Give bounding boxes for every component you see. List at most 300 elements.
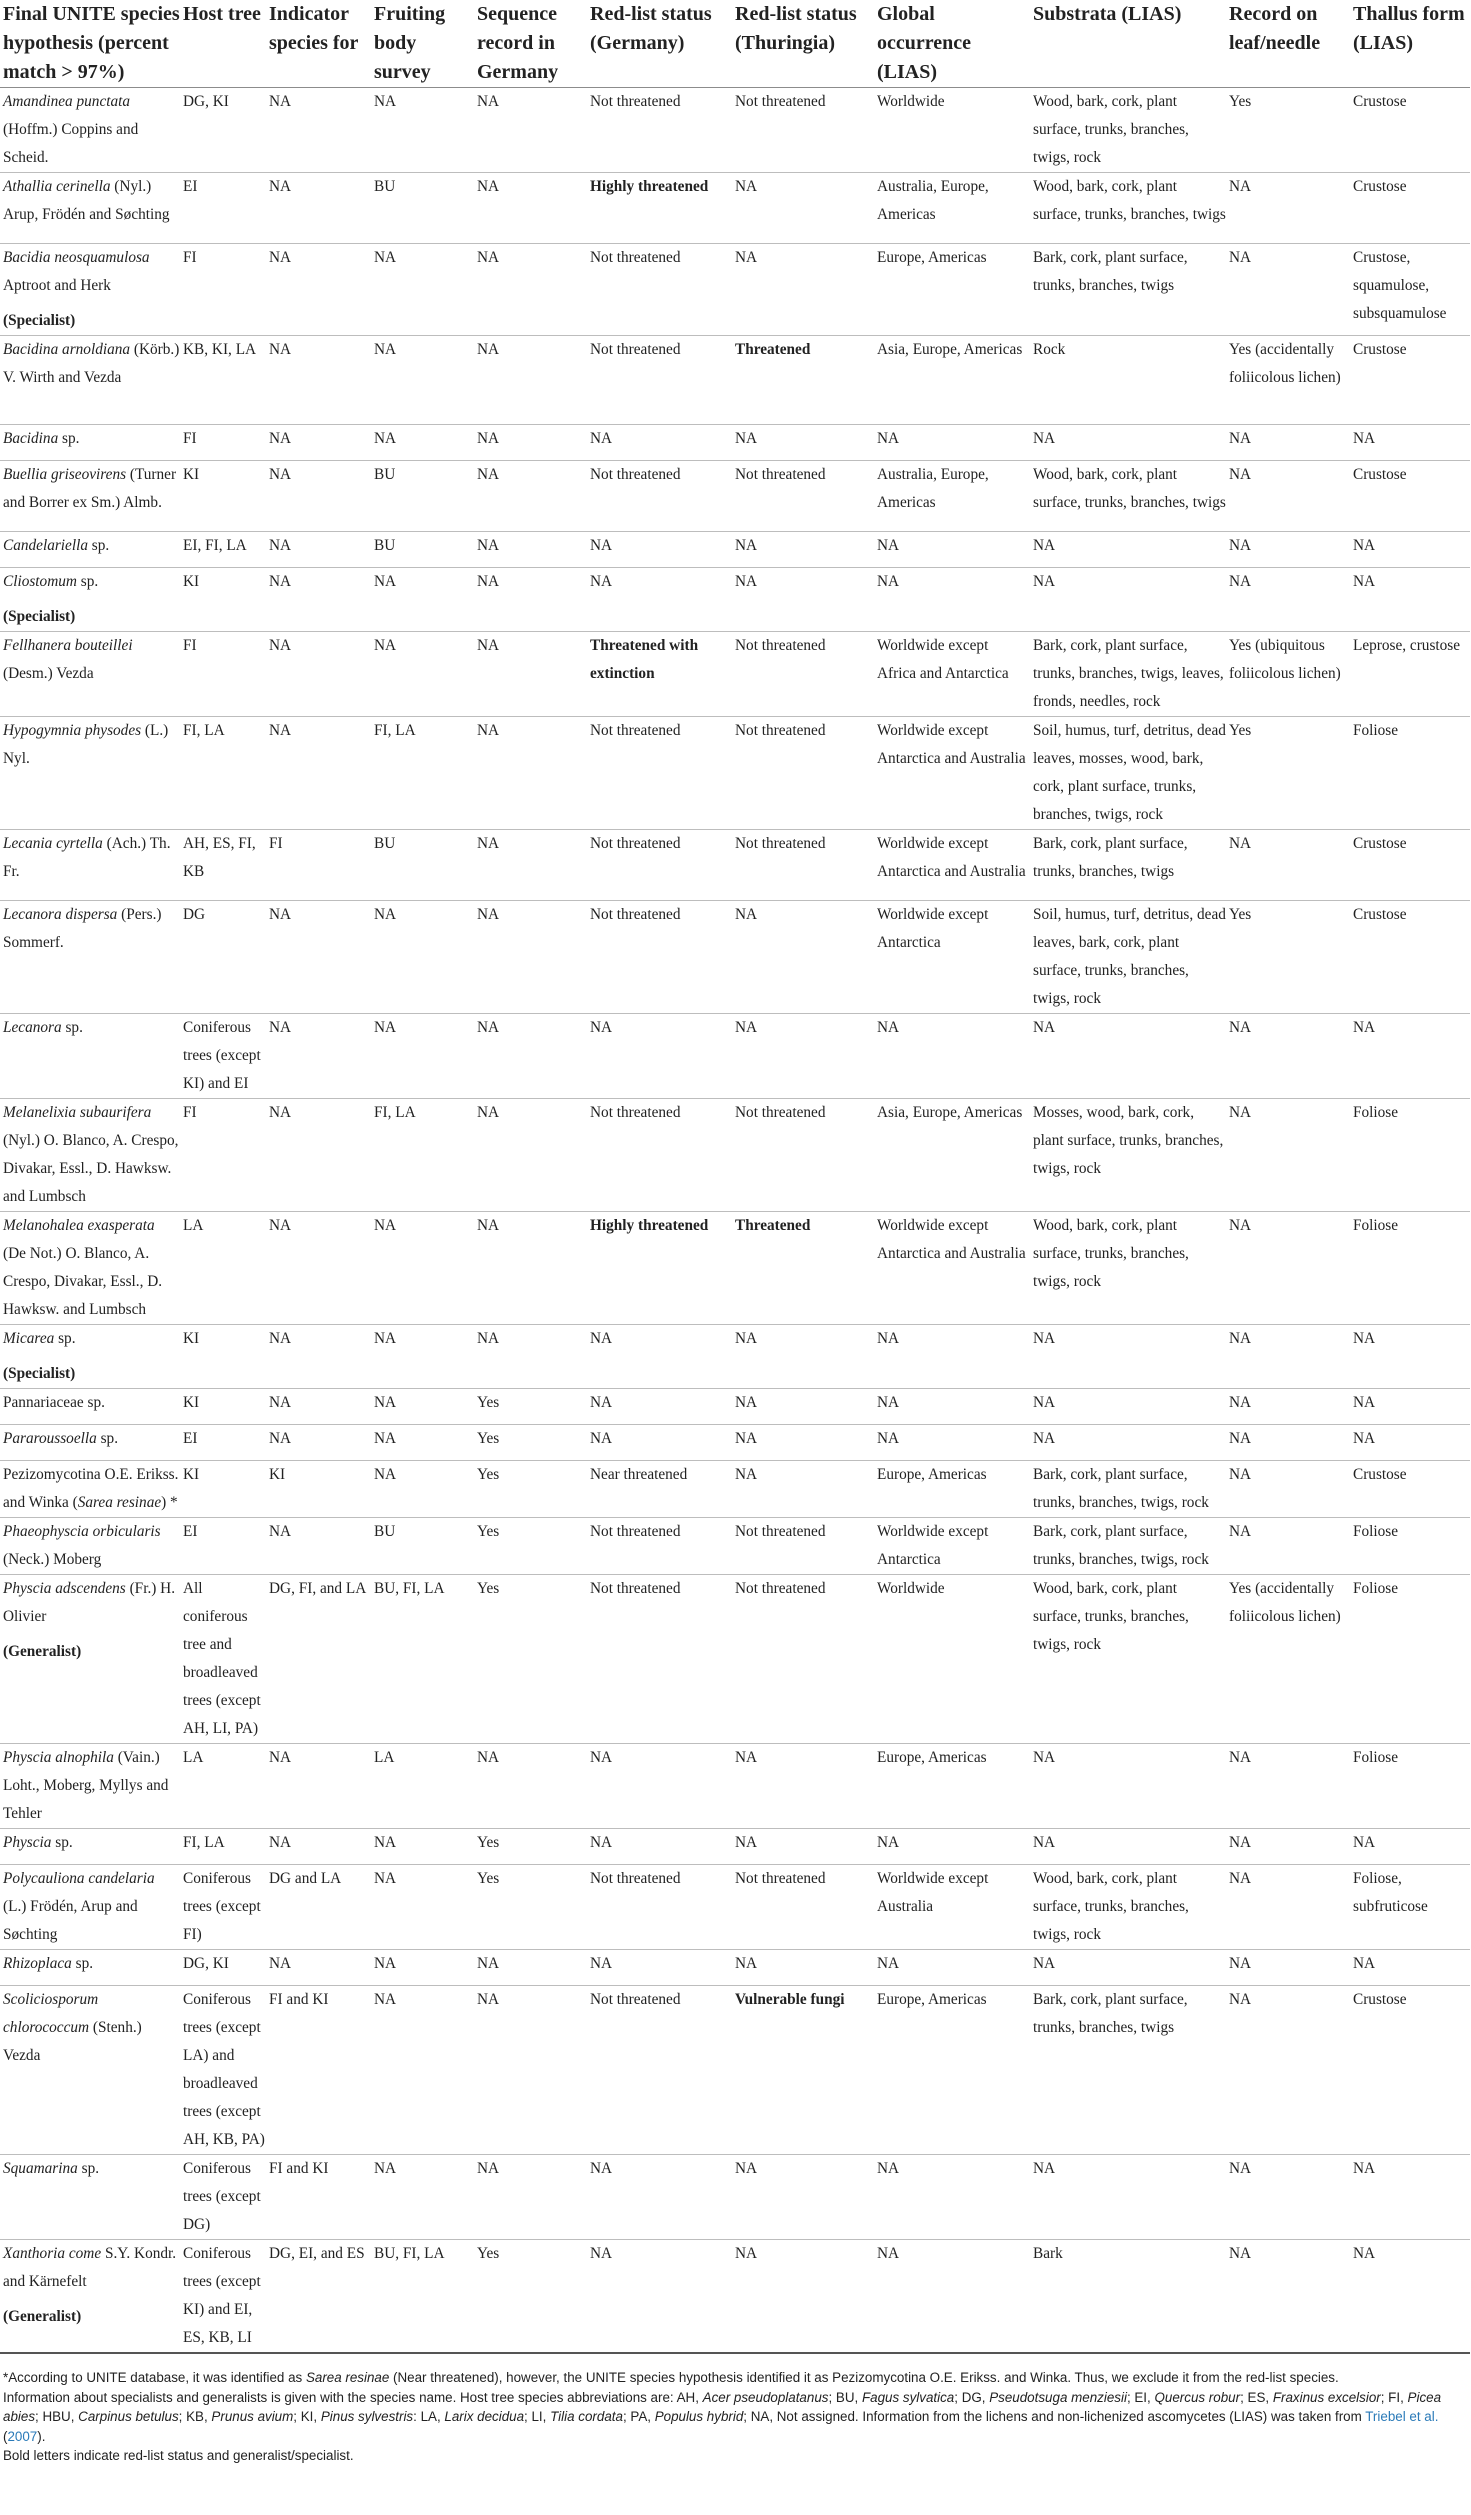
- cell-indicator: NA: [266, 88, 371, 173]
- cell-record: NA: [1226, 1986, 1350, 2155]
- cell-redlist-thuringia: NA: [732, 1744, 874, 1829]
- cell-indicator: NA: [266, 461, 371, 532]
- cell-species: [0, 1389, 180, 1425]
- cell-thallus: NA: [1350, 568, 1470, 632]
- cell-species: [0, 1425, 180, 1461]
- tree-species-name: Tilia cordata: [550, 2409, 623, 2424]
- cell-host-tree: KI: [180, 568, 266, 632]
- cell-record: NA: [1226, 1829, 1350, 1865]
- cell-redlist-germany: Not threatened: [587, 830, 732, 901]
- cell-fruiting: NA: [371, 568, 474, 632]
- tree-species-name: Picea abies: [3, 2389, 1442, 2424]
- cell-sequence: NA: [474, 532, 587, 568]
- cell-host-tree: FI: [180, 1099, 266, 1212]
- cell-species: [0, 830, 180, 901]
- cell-substrata: NA: [1030, 1425, 1226, 1461]
- cell-sequence: Yes: [474, 1461, 587, 1518]
- cell-indicator: NA: [266, 1014, 371, 1099]
- species-authority: sp.: [96, 1430, 119, 1447]
- cell-redlist-germany: Near threatened: [587, 1461, 732, 1518]
- cell-record: NA: [1226, 2155, 1350, 2240]
- cell-global: Europe, Americas: [874, 1461, 1030, 1518]
- cell-thallus: NA: [1350, 1425, 1470, 1461]
- species-authority: (De Not.) O. Blanco, A. Crespo, Divakar, Essl., D. Hawksw. and Lumbsch: [3, 1245, 163, 1318]
- species-name: Bacidia neosquamulosa: [3, 249, 150, 266]
- species-authority: sp.: [71, 1955, 94, 1972]
- cell-record: NA: [1226, 1744, 1350, 1829]
- cell-global: Worldwide except Antarctica and Australia: [874, 1212, 1030, 1325]
- species-authority: sp.: [61, 1019, 83, 1036]
- cell-global: NA: [874, 532, 1030, 568]
- cell-host-tree: Coniferous trees (except FI): [180, 1865, 266, 1950]
- cell-host-tree: Coniferous trees (except DG): [180, 2155, 266, 2240]
- col-header-host-tree: Host tree: [180, 0, 266, 88]
- cell-substrata: NA: [1030, 532, 1226, 568]
- cell-host-tree: KI: [180, 461, 266, 532]
- table-row: [0, 88, 1470, 173]
- cell-fruiting: NA: [371, 901, 474, 1014]
- cell-redlist-thuringia: Not threatened: [732, 1575, 874, 1744]
- cell-global: Worldwide except Antarctica: [874, 901, 1030, 1014]
- cell-redlist-thuringia: NA: [732, 173, 874, 244]
- cell-fruiting: FI, LA: [371, 717, 474, 830]
- cell-sequence: Yes: [474, 2240, 587, 2354]
- cell-fruiting: BU: [371, 532, 474, 568]
- species-name: Melanohalea exasperata: [3, 1217, 155, 1234]
- cell-record: NA: [1226, 173, 1350, 244]
- cell-substrata: NA: [1030, 1744, 1226, 1829]
- table-row: [0, 1986, 1470, 2155]
- cell-record: Yes (accidentally foliicolous lichen): [1226, 336, 1350, 425]
- cell-indicator: NA: [266, 1212, 371, 1325]
- cell-redlist-thuringia: NA: [732, 1389, 874, 1425]
- table-row: [0, 1425, 1470, 1461]
- cell-sequence: NA: [474, 568, 587, 632]
- cell-substrata: NA: [1030, 1014, 1226, 1099]
- citation-paren: (: [3, 2428, 8, 2444]
- cell-species: [0, 1986, 180, 2155]
- cell-species: [0, 173, 180, 244]
- abbreviation-separator: ; KB,: [178, 2409, 212, 2424]
- cell-substrata: Wood, bark, cork, plant surface, trunks, branches, twigs: [1030, 173, 1226, 244]
- cell-species: [0, 901, 180, 1014]
- cell-species: [0, 717, 180, 830]
- cell-host-tree: FI: [180, 244, 266, 336]
- cell-record: NA: [1226, 2240, 1350, 2354]
- abbreviation-separator: ; HBU,: [35, 2409, 79, 2424]
- cell-thallus: NA: [1350, 1950, 1470, 1986]
- cell-indicator: NA: [266, 1325, 371, 1389]
- cell-global: NA: [874, 568, 1030, 632]
- table-row: [0, 1099, 1470, 1212]
- species-authority: S.Y. Kondr. and Kärnefelt: [3, 2245, 177, 2290]
- cell-global: Worldwide except Antarctica: [874, 1518, 1030, 1575]
- cell-indicator: NA: [266, 1518, 371, 1575]
- species-name: Xanthoria come: [3, 2245, 102, 2262]
- table-row: [0, 830, 1470, 901]
- tree-species-name: Larix decidua: [444, 2409, 525, 2424]
- col-header-indicator: Indicator species for: [266, 0, 371, 88]
- cell-thallus: Foliose: [1350, 1744, 1470, 1829]
- table-row: [0, 2155, 1470, 2240]
- cell-redlist-thuringia: NA: [732, 532, 874, 568]
- footnote-2: [3, 2388, 1465, 2447]
- cell-record: NA: [1226, 830, 1350, 901]
- cell-species: [0, 336, 180, 425]
- cell-redlist-thuringia: NA: [732, 1014, 874, 1099]
- species-name: Lecania cyrtella: [3, 835, 103, 852]
- cell-record: NA: [1226, 1461, 1350, 1518]
- cell-host-tree: EI: [180, 173, 266, 244]
- cell-indicator: NA: [266, 1425, 371, 1461]
- cell-indicator: KI: [266, 1461, 371, 1518]
- citation-year-link[interactable]: 2007: [7, 2428, 38, 2444]
- abbreviation-separator: ; EI,: [1126, 2389, 1155, 2405]
- cell-indicator: FI: [266, 830, 371, 901]
- table-row: [0, 901, 1470, 1014]
- cell-redlist-thuringia: NA: [732, 901, 874, 1014]
- table-row: [0, 532, 1470, 568]
- cell-redlist-thuringia: Not threatened: [732, 1518, 874, 1575]
- cell-thallus: NA: [1350, 1829, 1470, 1865]
- species-authority: (Ach.) Th. Fr.: [3, 835, 171, 880]
- species-name: Lecanora: [3, 1019, 62, 1036]
- col-header-thallus: Thallus form (LIAS): [1350, 0, 1470, 88]
- footnote-2-text: Information about specialists and generalists is given with the species name. Host tree species abbreviations are: AH,: [3, 2389, 703, 2405]
- cell-indicator: NA: [266, 1099, 371, 1212]
- table-row: [0, 1950, 1470, 1986]
- cell-indicator: DG and LA: [266, 1865, 371, 1950]
- cell-global: NA: [874, 425, 1030, 461]
- species-name: Rhizoplaca: [3, 1955, 72, 1972]
- cell-redlist-germany: NA: [587, 425, 732, 461]
- species-authority: sp.: [76, 573, 99, 590]
- cell-redlist-germany: NA: [587, 1389, 732, 1425]
- cell-redlist-germany: Not threatened: [587, 1575, 732, 1744]
- cell-species: [0, 632, 180, 717]
- table-row: [0, 244, 1470, 336]
- cell-indicator: NA: [266, 336, 371, 425]
- cell-host-tree: AH, ES, FI, KB: [180, 830, 266, 901]
- tree-species-name: Fagus sylvatica: [861, 2389, 955, 2405]
- cell-species: [0, 1744, 180, 1829]
- cell-redlist-thuringia: NA: [732, 1325, 874, 1389]
- cell-fruiting: FI, LA: [371, 1099, 474, 1212]
- cell-fruiting: NA: [371, 1865, 474, 1950]
- cell-sequence: Yes: [474, 1865, 587, 1950]
- species-authority: (Nyl.) Arup, Frödén and Søchting: [3, 178, 170, 223]
- cell-redlist-thuringia: NA: [732, 2240, 874, 2354]
- cell-sequence: NA: [474, 901, 587, 1014]
- cell-global: NA: [874, 1389, 1030, 1425]
- species-name: Physcia alnophila: [3, 1749, 114, 1766]
- cell-global: Worldwide except Antarctica and Australia: [874, 717, 1030, 830]
- species-authority: (Stenh.) Vezda: [3, 2019, 142, 2064]
- cell-record: NA: [1226, 568, 1350, 632]
- species-name: Athallia cerinella: [3, 178, 111, 195]
- cell-redlist-thuringia: Not threatened: [732, 830, 874, 901]
- cell-sequence: NA: [474, 461, 587, 532]
- species-authority: (Körb.) V. Wirth and Vezda: [3, 341, 180, 386]
- cell-redlist-thuringia: Not threatened: [732, 717, 874, 830]
- cell-host-tree: FI: [180, 425, 266, 461]
- cell-redlist-thuringia: Not threatened: [732, 88, 874, 173]
- cell-record: NA: [1226, 425, 1350, 461]
- cell-sequence: NA: [474, 244, 587, 336]
- cell-substrata: Bark, cork, plant surface, trunks, branches, twigs, rock: [1030, 1518, 1226, 1575]
- cell-indicator: FI and KI: [266, 2155, 371, 2240]
- table-row: [0, 336, 1470, 425]
- table-row: [0, 2240, 1470, 2354]
- guild-label: (Generalist): [3, 2308, 82, 2325]
- cell-substrata: NA: [1030, 425, 1226, 461]
- guild-label: (Specialist): [3, 312, 76, 329]
- abbreviation-separator: ; ES,: [1240, 2389, 1273, 2405]
- cell-fruiting: NA: [371, 2155, 474, 2240]
- cell-global: NA: [874, 2240, 1030, 2354]
- guild-label: (Specialist): [3, 1365, 76, 1382]
- cell-record: NA: [1226, 532, 1350, 568]
- cell-indicator: FI and KI: [266, 1986, 371, 2155]
- cell-global: Worldwide: [874, 1575, 1030, 1744]
- cell-substrata: Soil, humus, turf, detritus, dead leaves, mosses, wood, bark, cork, plant surface, trunks, branches, twigs, rock: [1030, 717, 1226, 830]
- col-header-global: Global occurrence (LIAS): [874, 0, 1030, 88]
- cell-sequence: NA: [474, 632, 587, 717]
- cell-indicator: NA: [266, 717, 371, 830]
- table-row: [0, 632, 1470, 717]
- species-name: Physcia adscendens: [3, 1580, 126, 1597]
- cell-global: Worldwide except Africa and Antarctica: [874, 632, 1030, 717]
- cell-species: [0, 1099, 180, 1212]
- cell-redlist-thuringia: Not threatened: [732, 461, 874, 532]
- species-name-alt: Sarea resinae: [77, 1494, 162, 1511]
- cell-redlist-germany: Not threatened: [587, 901, 732, 1014]
- abbreviation-separator: ; LI,: [524, 2409, 551, 2424]
- col-header-sequence: Sequence record in Germany: [474, 0, 587, 88]
- cell-indicator: NA: [266, 1744, 371, 1829]
- cell-host-tree: All coniferous tree and broadleaved trees (except AH, LI, PA): [180, 1575, 266, 1744]
- cell-species: [0, 1829, 180, 1865]
- cell-global: NA: [874, 1829, 1030, 1865]
- cell-global: Asia, Europe, Americas: [874, 336, 1030, 425]
- cell-host-tree: FI, LA: [180, 717, 266, 830]
- cell-record: NA: [1226, 1425, 1350, 1461]
- cell-host-tree: FI: [180, 632, 266, 717]
- table-row: [0, 1014, 1470, 1099]
- cell-thallus: Foliose: [1350, 1212, 1470, 1325]
- cell-host-tree: Coniferous trees (except KI) and EI, ES, KB, LI: [180, 2240, 266, 2354]
- cell-species: [0, 1325, 180, 1389]
- cell-host-tree: Coniferous trees (except KI) and EI: [180, 1014, 266, 1099]
- cell-global: NA: [874, 1014, 1030, 1099]
- cell-indicator: NA: [266, 173, 371, 244]
- cell-redlist-germany: Threatened with extinction: [587, 632, 732, 717]
- cell-redlist-germany: NA: [587, 2155, 732, 2240]
- footnote-1-text: *According to UNITE database, it was identified as: [3, 2370, 306, 2385]
- cell-indicator: NA: [266, 532, 371, 568]
- cell-redlist-germany: NA: [587, 532, 732, 568]
- cell-redlist-germany: Not threatened: [587, 336, 732, 425]
- cell-substrata: Rock: [1030, 336, 1226, 425]
- cell-redlist-germany: Not threatened: [587, 1986, 732, 2155]
- cell-substrata: Bark, cork, plant surface, trunks, branches, twigs, leaves, fronds, needles, rock: [1030, 632, 1226, 717]
- tree-species-name: Prunus avium: [211, 2409, 294, 2424]
- species-name: Bacidina: [3, 430, 59, 447]
- tree-species-name: Fraxinus excelsior: [1272, 2389, 1381, 2405]
- cell-sequence: NA: [474, 88, 587, 173]
- cell-host-tree: EI: [180, 1425, 266, 1461]
- cell-global: NA: [874, 1950, 1030, 1986]
- cell-redlist-thuringia: Not threatened: [732, 632, 874, 717]
- cell-redlist-germany: NA: [587, 1425, 732, 1461]
- cell-redlist-thuringia: NA: [732, 244, 874, 336]
- col-header-fruiting: Fruiting body survey: [371, 0, 474, 88]
- table-row: [0, 1575, 1470, 1744]
- cell-substrata: Bark, cork, plant surface, trunks, branches, twigs: [1030, 830, 1226, 901]
- cell-thallus: Leprose, crustose: [1350, 632, 1470, 717]
- species-name: Cliostomum: [3, 573, 77, 590]
- cell-substrata: NA: [1030, 1829, 1226, 1865]
- cell-redlist-thuringia: NA: [732, 1950, 874, 1986]
- cell-global: Australia, Europe, Americas: [874, 461, 1030, 532]
- cell-redlist-thuringia: NA: [732, 1461, 874, 1518]
- footnote-3: Bold letters indicate red-list status and generalist/specialist.: [3, 2448, 354, 2463]
- cell-sequence: NA: [474, 1014, 587, 1099]
- table-row: [0, 1744, 1470, 1829]
- cell-record: NA: [1226, 461, 1350, 532]
- cell-indicator: NA: [266, 425, 371, 461]
- table-row: [0, 425, 1470, 461]
- cell-indicator: DG, FI, and LA: [266, 1575, 371, 1744]
- cell-thallus: Crustose: [1350, 901, 1470, 1014]
- cell-host-tree: LA: [180, 1744, 266, 1829]
- cell-fruiting: NA: [371, 425, 474, 461]
- cell-species: [0, 532, 180, 568]
- cell-sequence: NA: [474, 425, 587, 461]
- cell-substrata: Bark, cork, plant surface, trunks, branches, twigs: [1030, 1986, 1226, 2155]
- table-row: [0, 1461, 1470, 1518]
- cell-record: NA: [1226, 1014, 1350, 1099]
- cell-thallus: NA: [1350, 1389, 1470, 1425]
- header-row: [0, 0, 1470, 88]
- cell-thallus: Foliose, subfruticose: [1350, 1865, 1470, 1950]
- cell-global: Worldwide: [874, 88, 1030, 173]
- cell-fruiting: BU: [371, 830, 474, 901]
- cell-thallus: NA: [1350, 1014, 1470, 1099]
- abbreviation-separator: ; NA, Not assigned. Information from the lichens and non-lichenized ascomycetes (LIAS) was taken from: [743, 2409, 1366, 2424]
- cell-redlist-thuringia: Not threatened: [732, 1865, 874, 1950]
- cell-indicator: NA: [266, 244, 371, 336]
- abbreviation-separator: ; KI,: [293, 2409, 321, 2424]
- cell-fruiting: NA: [371, 88, 474, 173]
- species-authority: Pannariaceae sp.: [3, 1394, 105, 1411]
- species-authority-end: ) *: [161, 1494, 178, 1511]
- cell-species: [0, 568, 180, 632]
- abbreviation-separator: ; FI,: [1380, 2389, 1408, 2405]
- cell-redlist-thuringia: NA: [732, 568, 874, 632]
- cell-thallus: Foliose: [1350, 717, 1470, 830]
- cell-thallus: Crustose: [1350, 336, 1470, 425]
- cell-sequence: NA: [474, 1744, 587, 1829]
- cell-sequence: NA: [474, 717, 587, 830]
- cell-thallus: Foliose: [1350, 1099, 1470, 1212]
- cell-record: NA: [1226, 1865, 1350, 1950]
- table-row: [0, 1325, 1470, 1389]
- tree-species-name: Acer pseudoplatanus: [702, 2389, 829, 2405]
- cell-redlist-thuringia: NA: [732, 1425, 874, 1461]
- cell-record: Yes (accidentally foliicolous lichen): [1226, 1575, 1350, 1744]
- cell-redlist-germany: Not threatened: [587, 717, 732, 830]
- cell-substrata: Wood, bark, cork, plant surface, trunks, branches, twigs, rock: [1030, 88, 1226, 173]
- cell-host-tree: KI: [180, 1461, 266, 1518]
- cell-fruiting: NA: [371, 1829, 474, 1865]
- cell-sequence: NA: [474, 2155, 587, 2240]
- table-row: [0, 1518, 1470, 1575]
- cell-sequence: Yes: [474, 1829, 587, 1865]
- cell-record: NA: [1226, 1950, 1350, 1986]
- cell-substrata: NA: [1030, 1950, 1226, 1986]
- cell-record: Yes: [1226, 717, 1350, 830]
- col-header-redlist-thuringia: Red-list status (Thuringia): [732, 0, 874, 88]
- cell-record: NA: [1226, 1389, 1350, 1425]
- cell-species: [0, 1212, 180, 1325]
- tree-species-name: Pseudotsuga menziesii: [989, 2389, 1127, 2405]
- species-name: Squamarina: [3, 2160, 78, 2177]
- cell-redlist-germany: Not threatened: [587, 1518, 732, 1575]
- cell-sequence: Yes: [474, 1425, 587, 1461]
- cell-host-tree: KB, KI, LA: [180, 336, 266, 425]
- cell-thallus: NA: [1350, 2240, 1470, 2354]
- cell-global: Worldwide except Antarctica and Australia: [874, 830, 1030, 901]
- cell-global: Asia, Europe, Americas: [874, 1099, 1030, 1212]
- cell-species: [0, 425, 180, 461]
- guild-label: (Specialist): [3, 608, 76, 625]
- cell-host-tree: DG, KI: [180, 1950, 266, 1986]
- cell-indicator: NA: [266, 1829, 371, 1865]
- cell-indicator: NA: [266, 568, 371, 632]
- species-authority: (Nyl.) O. Blanco, A. Crespo, Divakar, Essl., D. Hawksw. and Lumbsch: [3, 1132, 179, 1205]
- cell-species: [0, 1950, 180, 1986]
- cell-thallus: Crustose: [1350, 1986, 1470, 2155]
- cell-thallus: NA: [1350, 425, 1470, 461]
- cell-sequence: NA: [474, 1986, 587, 2155]
- cell-sequence: NA: [474, 1099, 587, 1212]
- species-name: Lecanora dispersa: [3, 906, 118, 923]
- table-row: [0, 1829, 1470, 1865]
- species-authority: (Neck.) Moberg: [3, 1551, 102, 1568]
- cell-thallus: Crustose, squamulose, subsquamulose: [1350, 244, 1470, 336]
- table-row: [0, 461, 1470, 532]
- cell-record: NA: [1226, 1212, 1350, 1325]
- table-row: [0, 1389, 1470, 1425]
- cell-redlist-thuringia: Threatened: [732, 336, 874, 425]
- species-authority: sp.: [58, 430, 80, 447]
- tree-species-name: Carpinus betulus: [78, 2409, 179, 2424]
- cell-fruiting: NA: [371, 336, 474, 425]
- citation-link[interactable]: Triebel et al.: [1365, 2409, 1439, 2424]
- cell-global: Europe, Americas: [874, 1986, 1030, 2155]
- species-name: Hypogymnia physodes: [3, 722, 142, 739]
- cell-species: [0, 88, 180, 173]
- cell-global: Australia, Europe, Americas: [874, 173, 1030, 244]
- cell-fruiting: NA: [371, 1425, 474, 1461]
- abbreviation-separator: ; BU,: [828, 2389, 862, 2405]
- cell-fruiting: BU, FI, LA: [371, 1575, 474, 1744]
- cell-record: Yes: [1226, 88, 1350, 173]
- cell-species: [0, 244, 180, 336]
- cell-species: [0, 1518, 180, 1575]
- tree-species-name: Pinus sylvestris: [320, 2409, 414, 2424]
